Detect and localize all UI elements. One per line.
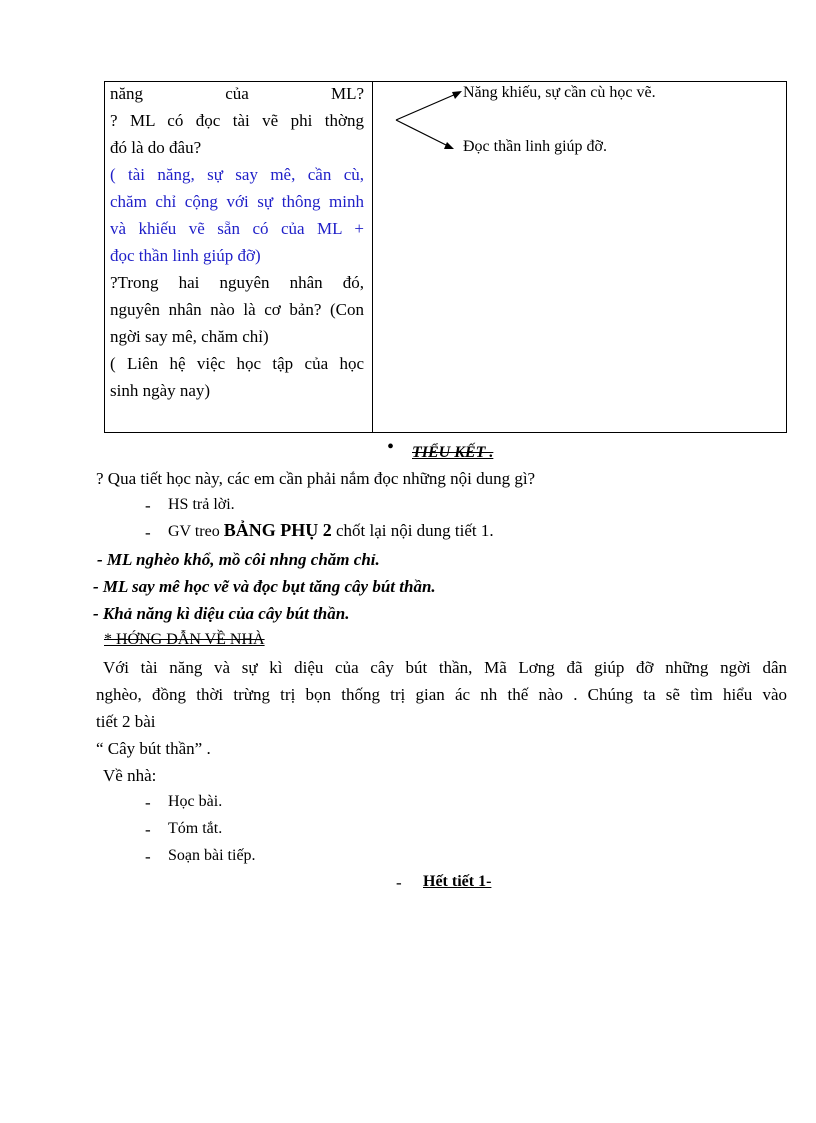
list-item-prefix: GV treo xyxy=(168,523,224,540)
homework-paragraph-line: nghèo, đồng thời trừng trị bọn thống trị gian ác nh thế nào . Chúng ta sẽ tìm hiểu vào xyxy=(96,685,787,704)
table-column-divider xyxy=(372,81,373,433)
task-dash: - xyxy=(145,820,151,839)
key-point: - ML say mê học vẽ và đọc bụt tăng cây bút thần. xyxy=(93,577,436,596)
right-cell-top-text: Năng khiếu, sự cần cù học vẽ. xyxy=(463,84,656,101)
homework-paragraph-line: Với tài năng và sự kì diệu của cây bút thần, Mã Lơng đã giúp đỡ những ngời dân xyxy=(103,658,787,677)
left-cell-line: ngời say mê, chăm chỉ) xyxy=(110,327,269,346)
left-cell-line: sinh ngày nay) xyxy=(110,381,211,400)
list-dash: - xyxy=(145,496,151,515)
board-label: BẢNG PHỤ 2 xyxy=(223,520,332,540)
left-cell-line: ?Trong hai nguyên nhân đó, xyxy=(110,273,364,292)
bullet-icon: • xyxy=(387,436,395,458)
key-point: - Khả năng kì diệu của cây bút thần. xyxy=(93,604,350,623)
left-cell-line: và khiếu vẽ sẵn có của ML + xyxy=(110,219,364,238)
left-cell-line: nguyên nhân nào là cơ bản? (Con xyxy=(110,300,364,319)
end-of-lesson: Hết tiết 1- xyxy=(423,873,492,890)
list-item-suffix: chốt lại nội dung tiết 1. xyxy=(331,521,494,540)
list-dash: - xyxy=(145,523,151,542)
key-point: - ML nghèo khổ, mồ côi nhng chăm chỉ. xyxy=(97,550,380,569)
left-cell-line: chăm chỉ cộng với sự thông minh xyxy=(110,192,364,211)
summary-question: ? Qua tiết học này, các em cần phải nắm đọc những nội dung gì? xyxy=(96,469,536,488)
left-cell-line: năng của ML? xyxy=(110,84,364,103)
left-cell-line: ( tài năng, sự say mê, cần cù, xyxy=(110,165,364,184)
task-item: Tóm tắt. xyxy=(168,820,223,837)
list-item: HS trả lời. xyxy=(168,496,235,513)
left-cell-line: đó là do đâu? xyxy=(110,138,202,157)
homework-paragraph-line: tiết 2 bài xyxy=(96,712,156,731)
task-dash: - xyxy=(145,793,151,812)
task-dash: - xyxy=(145,847,151,866)
homework-quote: “ Cây bút thần” . xyxy=(96,739,211,758)
summary-heading: TIỂU KẾT . xyxy=(412,444,494,461)
homework-heading: * HỚNG DẪN VỀ NHÀ xyxy=(104,631,265,648)
homework-intro: Về nhà: xyxy=(103,766,157,785)
list-item xyxy=(168,520,494,541)
right-cell-bottom-text: Đọc thần linh giúp đỡ. xyxy=(463,138,607,155)
task-item: Học bài. xyxy=(168,793,223,810)
footer-dash: - xyxy=(396,873,402,892)
split-arrows-icon xyxy=(390,82,470,156)
left-cell-line: ( Liên hệ việc học tập của học xyxy=(110,354,364,373)
task-item: Soạn bài tiếp. xyxy=(168,847,256,864)
left-cell-line: đọc thần linh giúp đỡ) xyxy=(110,246,261,265)
left-cell-line: ? ML có đọc tài vẽ phi thờng xyxy=(110,111,364,130)
